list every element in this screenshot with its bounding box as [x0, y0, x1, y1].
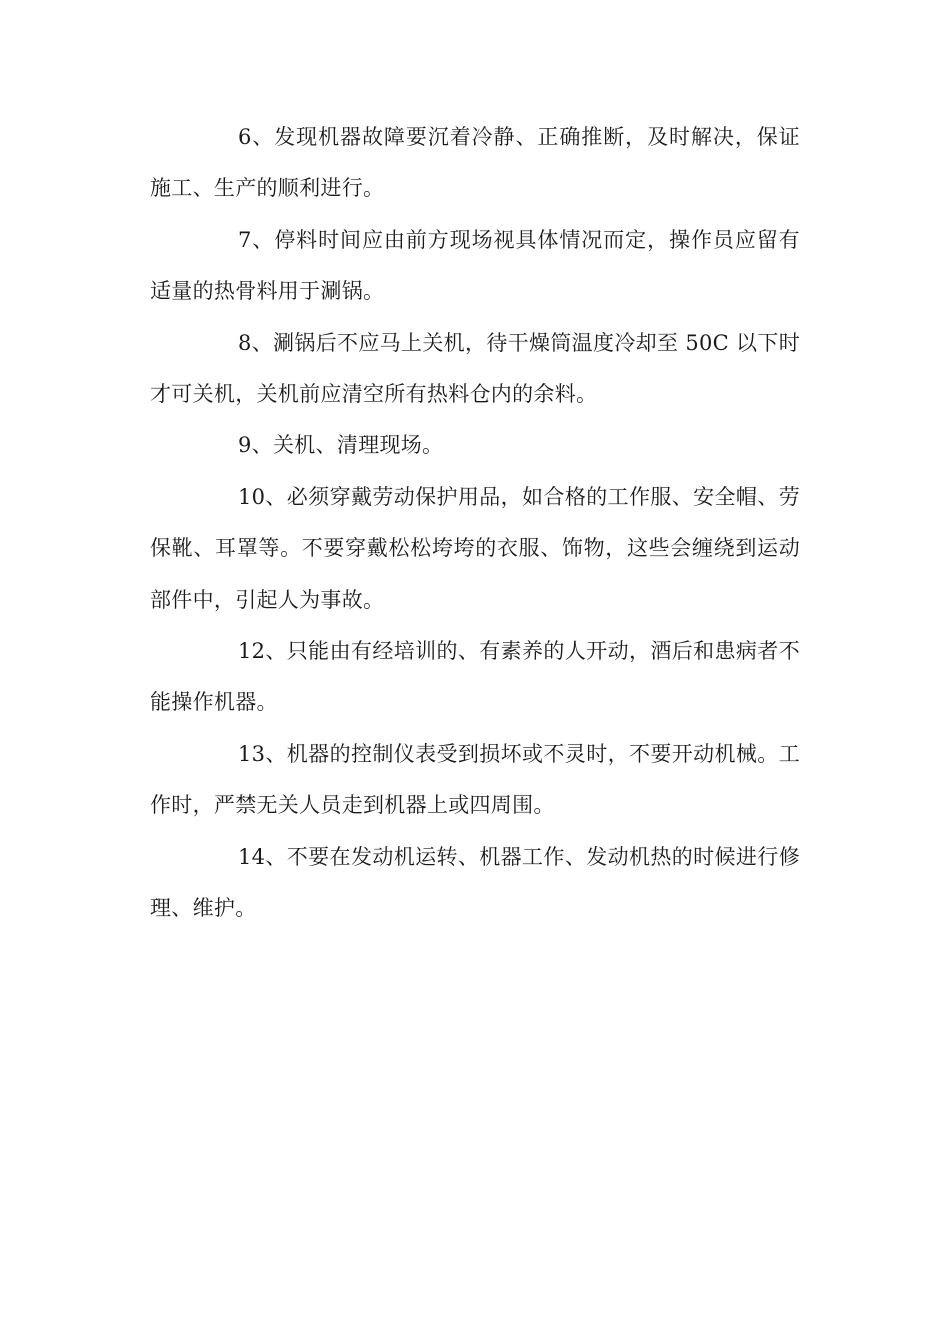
- document-body: [150, 112, 800, 935]
- paragraph-item-12: 12、只能由有经培训的、有素养的人开动，酒后和患病者不能操作机器。: [150, 639, 800, 715]
- paragraph-item-6: 6、发现机器故障要沉着冷静、正确推断，及时解决，保证施工、生产的顺利进行。: [150, 125, 800, 201]
- paragraph-item-14: 14、不要在发动机运转、机器工作、发动机热的时候进行修理、维护。: [150, 844, 800, 921]
- paragraph-item-8: 8、涮锅后不应马上关机，待干燥筒温度冷却至 50C 以下时才可关机，关机前应清空所有热料仓内的余料。: [150, 330, 800, 407]
- paragraph-item-9: 9、关机、清理现场。: [238, 433, 444, 458]
- paragraph-item-10: 10、必须穿戴劳动保护用品，如合格的工作服、安全帽、劳保靴、耳罩等。不要穿戴松松垮垮的衣服、饰物，这些会缠绕到运动部件中，引起人为事故。: [150, 484, 800, 612]
- paragraph-item-13: 13、机器的控制仪表受到损坏或不灵时，不要开动机械。工作时，严禁无关人员走到机器上或四周围。: [150, 741, 800, 818]
- paragraph-item-7: 7、停料时间应由前方现场视具体情况而定，操作员应留有适量的热骨料用于涮锅。: [150, 227, 800, 304]
